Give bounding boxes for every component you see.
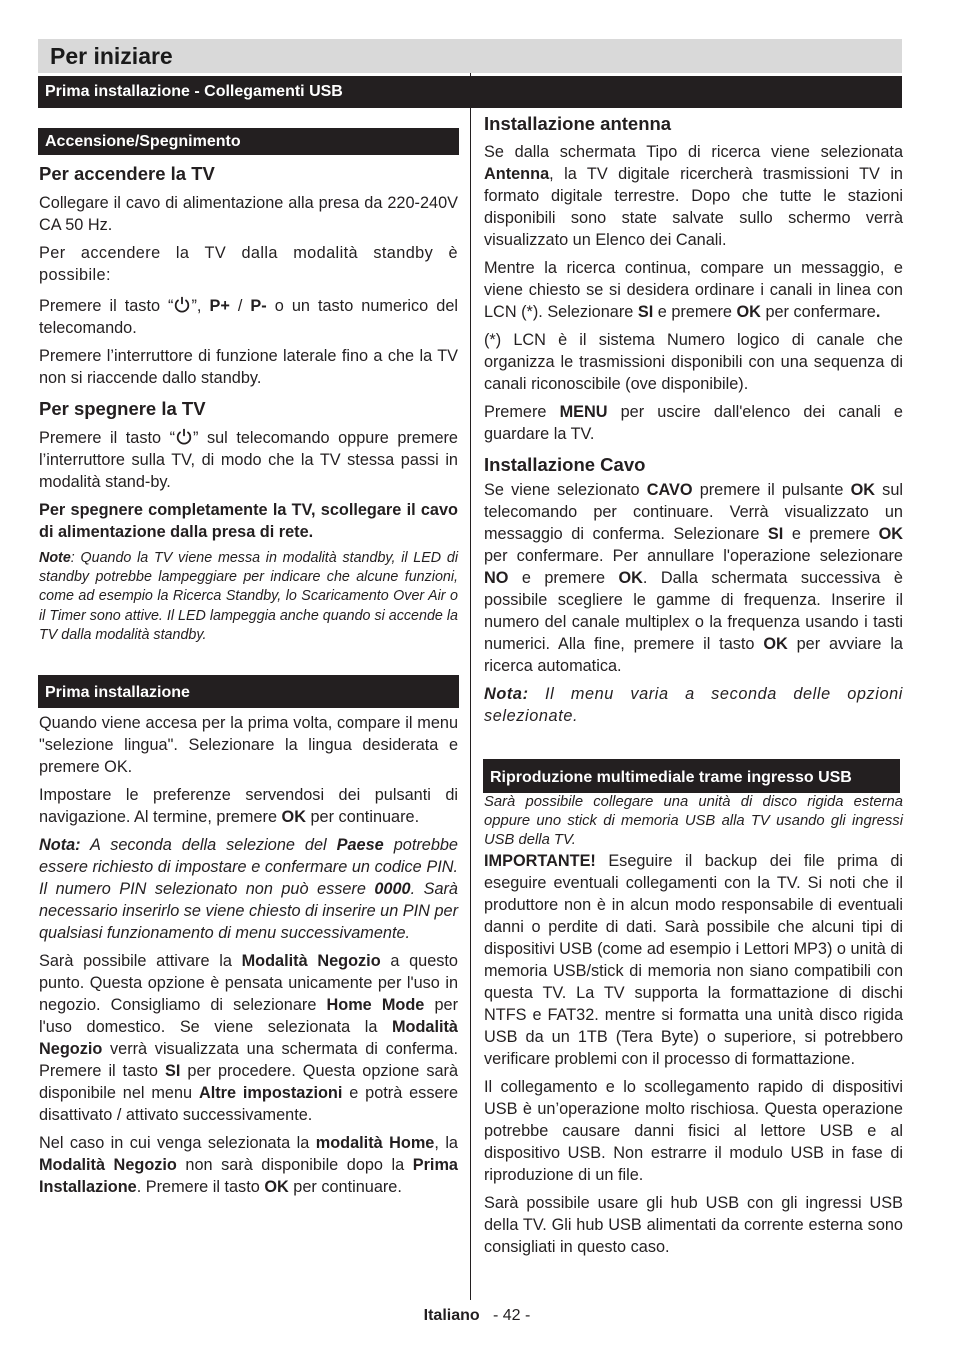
first-install-paragraph-2: Impostare le preferenze servendosi dei pulsanti di navigazione. Al termine, premere OK per continuare.: [39, 786, 458, 827]
antenna-paragraph-1: Se dalla schermata Tipo di ricerca viene selezionata Antenna, la TV digitale ricercherà trasmissioni TV in formato digitale terrestre. Dopo che tutte le stazioni disponibili sono state salvate sullo schermo verrà visualizzato un Elenco dei Canali.: [484, 143, 903, 249]
page-title: Per iniziare: [38, 39, 902, 73]
turn-off-heading: Per spegnere la TV: [39, 398, 206, 419]
section-header: Prima installazione - Collegamenti USB: [38, 76, 902, 108]
cable-paragraph: Se viene selezionato CAVO premere il pulsante OK sul telecomando per continuare. Verrà visualizzato un messaggio di conferma. Selezionare SI e premere OK per confermare. Per annullare l'operazione selezionare NO e premere OK. Dalla schermata successiva è possibile scegliere le gamme di frequenza. Inserire il numero del canale multiplex o la frequenza usando i tasti numerici. Alla fine, premere il tasto OK per avviare la ricerca automatica.: [484, 481, 903, 675]
page-footer: [0, 1307, 954, 1325]
lcn-paragraph: (*) LCN è il sistema Numero logico di canale che organizza le trasmissioni disponibili con una sequenza di canali riconoscibile (ove disponibile).: [484, 331, 903, 393]
turn-on-heading: Per accendere la TV: [39, 163, 215, 184]
column-divider: [470, 73, 471, 1300]
turn-on-paragraph-4: Premere l’interruttore di funzione laterale fino a che la TV non si riaccende dallo standby.: [39, 347, 458, 387]
usb-section-bar: Riproduzione multimediale trame ingresso USB: [483, 759, 900, 793]
usb-hub-paragraph: Sarà possibile usare gli hub USB con gli ingressi USB della TV. Gli hub USB alimentati da corrente esterna sono consigliati in questo caso.: [484, 1194, 903, 1256]
antenna-paragraph-4: Premere MENU per uscire dall'elenco dei canali e guardare la TV.: [484, 403, 903, 443]
turn-on-paragraph-2: Per accendere la TV dalla modalità standby è possibile:: [39, 244, 458, 284]
right-column: [484, 112, 903, 1264]
left-column: [39, 128, 458, 1204]
standby-note: Note: Quando la TV viene messa in modalità standby, il LED di standby potrebbe lampeggiare per indicare che alcune funzioni, come ad esempio la Ricerca Standby, lo Scaricamento Over Air o il Timer sono attive. Il LED lampeggia anche quando si accende la TV dalla modalità standby.: [39, 550, 458, 643]
antenna-heading: Installazione antenna: [484, 113, 672, 134]
usb-important-paragraph: IMPORTANTE! Eseguire il backup dei file prima di eseguire eventuali collegamenti con la TV. Si noti che il produttore non è in alcun modo responsabile di eventuali danni o perdite di dati. Sarà possibile che alcuni tipi di dispositivi USB (come ad esempio i Lettori MP3) o unità di memoria USB/stick di memoria non siano compatibili con questa TV. La TV supporta la formattazione di dischi NTFS e FAT32. mentre si formatta una unità disco rigida USB da un 1TB (Tera Byte) o superiore, si potrebbero verificare problemi con il processo di formattazione.: [484, 852, 903, 1068]
first-install-section-bar: Prima installazione: [38, 675, 459, 708]
power-section-bar: Accensione/Spegnimento: [38, 128, 459, 155]
cable-note: Nota: Il menu varia a seconda delle opzioni selezionate.: [484, 685, 903, 725]
store-mode-paragraph: Sarà possibile attivare la Modalità Negozio a questo punto. Questa opzione è pensata unicamente per l'uso in negozio. Consigliamo di selezionare Home Mode per l'uso domestico. Se viene selezionata la Modalità Negozio verrà visualizzata una schermata di conferma. Premere il tasto SI per procedere. Questa opzione sarà disponibile nel menu Altre impostazioni e potrà essere disattivato / attivato successivamente.: [39, 952, 458, 1125]
turn-on-paragraph-3: Premere il tasto “ ”, P+ / P- o un tasto numerico del telecomando.: [39, 297, 458, 337]
home-mode-paragraph: Nel caso in cui venga selezionata la modalità Home, la Modalità Negozio non sarà disponibile dopo la Prima Installazione. Premere il tasto OK per continuare.: [39, 1134, 458, 1197]
page-number: - 42 -: [493, 1307, 531, 1324]
turn-off-paragraph-1: Premere il tasto “ ” sul telecomando oppure premere l’interruttore sulla TV, di modo che la TV stessa passi in modalità stand-by.: [39, 429, 458, 491]
turn-off-warning: Per spegnere completamente la TV, scollegare il cavo di alimentazione dalla presa di rete.: [39, 501, 458, 541]
power-icon: [175, 428, 193, 446]
pin-note: Nota: A seconda della selezione del Paese potrebbe essere richiesto di impostare e confermare un codice PIN. Il numero PIN selezionato non può essere 0000. Sarà necessario inserirlo se viene chiesto di inserire un PIN per qualsiasi funzionamento di menu successivamente.: [39, 836, 458, 943]
usb-hotplug-paragraph: Il collegamento e lo scollegamento rapido di dispositivi USB è un’operazione molto rischiosa. Questa operazione potrebbe causare danni fisici al lettore USB e al dispositivo USB. Non estrarre il modulo USB in fase di riproduzione di un file.: [484, 1078, 903, 1184]
first-install-paragraph-1: Quando viene accesa per la prima volta, compare il menu "selezione lingua". Selezionare la lingua desiderata e premere OK.: [39, 714, 458, 777]
turn-on-paragraph-1: Collegare il cavo di alimentazione alla presa da 220-240V CA 50 Hz.: [39, 194, 458, 234]
usb-note: Sarà possibile collegare una unità di disco rigida esterna oppure uno stick di memoria USB alla TV usando gli ingressi USB della TV.: [484, 794, 903, 848]
antenna-paragraph-2: Mentre la ricerca continua, compare un messaggio, e viene chiesto se si desidera ordinare i canali in linea con LCN (*). Selezionare SI e premere OK per confermare.: [484, 259, 903, 321]
power-icon: [173, 296, 191, 314]
footer-language: Italiano: [423, 1307, 480, 1324]
cable-heading: Installazione Cavo: [484, 454, 646, 475]
